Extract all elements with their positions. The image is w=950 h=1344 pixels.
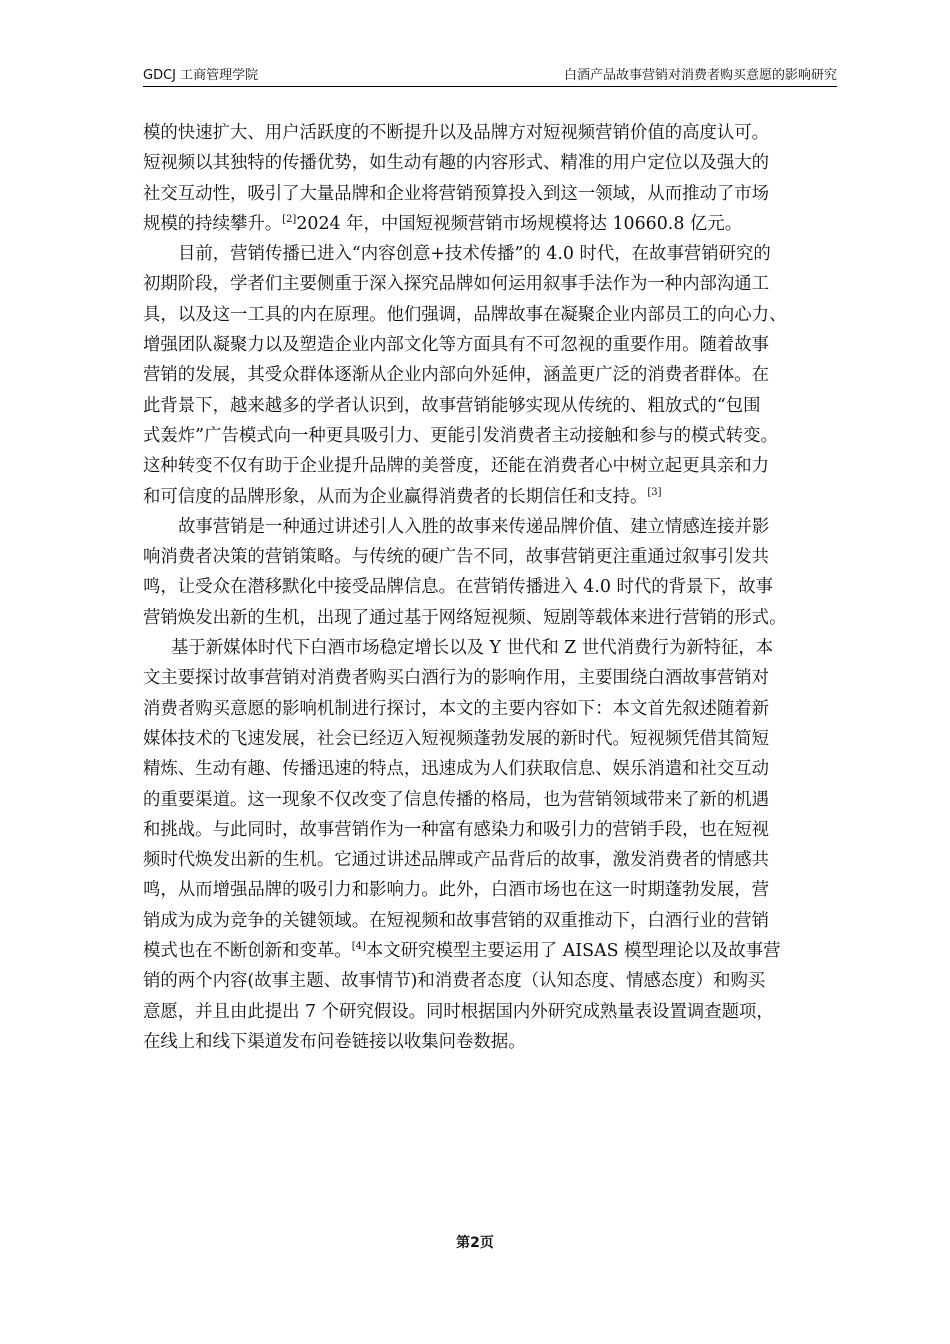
text-line: 精炼、生动有趣、传播迅速的特点，迅速成为人们获取信息、娱乐消遣和社交互动 bbox=[143, 759, 770, 780]
text-line: 营销焕发出新的生机，出现了通过基于网络短视频、短剧等载体来进行营销的形式。 bbox=[143, 607, 787, 628]
text-line: 目前，营销传播已进入“内容创意+技术传播”的 4.0 时代，在故事营销研究的 bbox=[178, 244, 771, 265]
text-line: 销成为成为竞争的关键领域。在短视频和故事营销的双重推动下，白酒行业的营销 bbox=[143, 910, 770, 931]
text-line: 鸣，从而增强品牌的吸引力和影响力。此外，白酒市场也在这一时期蓬勃发展，营 bbox=[143, 880, 770, 901]
page-header bbox=[143, 66, 837, 87]
text-line: 销的两个内容(故事主题、故事情节)和消费者态度（认知态度、情感态度）和购买 bbox=[143, 971, 766, 992]
text-line bbox=[143, 482, 846, 512]
citation: [4] bbox=[351, 941, 366, 953]
text-line: 增强团队凝聚力以及塑造企业内部文化等方面具有不可忽视的重要作用。随着故事 bbox=[143, 335, 770, 356]
text-line: 初期阶段，学者们主要侧重于深入探究品牌如何运用叙事手法作为一种内部沟通工 bbox=[143, 274, 770, 295]
text-line: 和挑战。与此同时，故事营销作为一种富有感染力和吸引力的营销手段，也在短视 bbox=[143, 819, 770, 840]
header-paper-title: 白酒产品故事营销对消费者购买意愿的影响研究 bbox=[563, 68, 837, 83]
body-text bbox=[143, 118, 846, 1057]
text-line: 频时代焕发出新的生机。它通过讲述品牌或产品背后的故事，激发消费者的情感共 bbox=[143, 850, 770, 871]
text-segment: 模式也在不断创新和变革。 bbox=[143, 941, 352, 962]
text-line: 社交互动性，吸引了大量品牌和企业将营销预算投入到这一领域，从而推动了市场 bbox=[143, 183, 770, 204]
text-line bbox=[143, 936, 846, 966]
text-line: 的重要渠道。这一现象不仅改变了信息传播的格局，也为营销领域带来了新的机遇 bbox=[143, 789, 770, 810]
text-line: 具，以及这一工具的内在原理。他们强调，品牌故事在凝聚企业内部员工的向心力、 bbox=[143, 304, 787, 325]
text-line: 此背景下，越来越多的学者认识到，故事营销能够实现从传统的、粗放式的“包围 bbox=[143, 395, 761, 416]
citation: [3] bbox=[647, 486, 662, 498]
text-segment: 和可信度的品牌形象，从而为企业赢得消费者的长期信任和支持。 bbox=[143, 486, 648, 507]
text-line: 媒体技术的飞速发展，社会已经迈入短视频蓬勃发展的新时代。短视频凭借其简短 bbox=[143, 728, 770, 749]
header-institution: GDCJ 工商管理学院 bbox=[143, 68, 259, 83]
text-line: 这种转变不仅有助于企业提升品牌的美誉度，还能在消费者心中树立起更具亲和力 bbox=[143, 456, 770, 477]
text-line: 模的快速扩大、用户活跃度的不断提升以及品牌方对短视频营销价值的高度认可。 bbox=[143, 123, 770, 143]
text-line: 故事营销是一种通过讲述引人入胜的故事来传递品牌价值、建立情感连接并影 bbox=[178, 516, 770, 537]
text-line: 在线上和线下渠道发布问卷链接以收集问卷数据。 bbox=[143, 1031, 526, 1052]
text-line: 鸣，让受众在潜移默化中接受品牌信息。在营销传播进入 4.0 时代的背景下，故事 bbox=[143, 577, 773, 598]
text-line: 文主要探讨故事营销对消费者购买白酒行为的影响作用，主要围绕白酒故事营销对 bbox=[143, 668, 770, 689]
text-segment: 本文研究模型主要运用了 AISAS 模型理论以及故事营 bbox=[365, 941, 781, 962]
text-line: 营销的发展，其受众群体逐渐从企业内部向外延伸，涵盖更广泛的消费者群体。在 bbox=[143, 365, 770, 386]
text-line: 短视频以其独特的传播优势，如生动有趣的内容形式、精准的用户定位以及强大的 bbox=[143, 153, 770, 174]
text-line: 消费者购买意愿的影响机制进行探讨，本文的主要内容如下：本文首先叙述随着新 bbox=[143, 698, 770, 719]
text-line: 基于新媒体时代下白酒市场稳定增长以及 Y 世代和 Z 世代消费行为新特征，本 bbox=[171, 638, 774, 659]
text-line: 响消费者决策的营销策略。与传统的硬广告不同，故事营销更注重通过叙事引发共 bbox=[143, 547, 770, 568]
text-segment: 2024 年，中国短视频营销市场规模将达 10660.8 亿元。 bbox=[296, 213, 743, 234]
text-line: 意愿，并且由此提出 7 个研究假设。同时根据国内外研究成熟量表设置调查题项， bbox=[143, 1001, 774, 1022]
citation: [2] bbox=[282, 213, 297, 225]
text-line bbox=[143, 209, 846, 239]
page-number: 第2页 bbox=[456, 1235, 494, 1251]
text-segment: 规模的持续攀升。 bbox=[143, 213, 283, 234]
text-line: 式轰炸”广告模式向一种更具吸引力、更能引发消费者主动接触和参与的模式转变。 bbox=[143, 425, 778, 446]
